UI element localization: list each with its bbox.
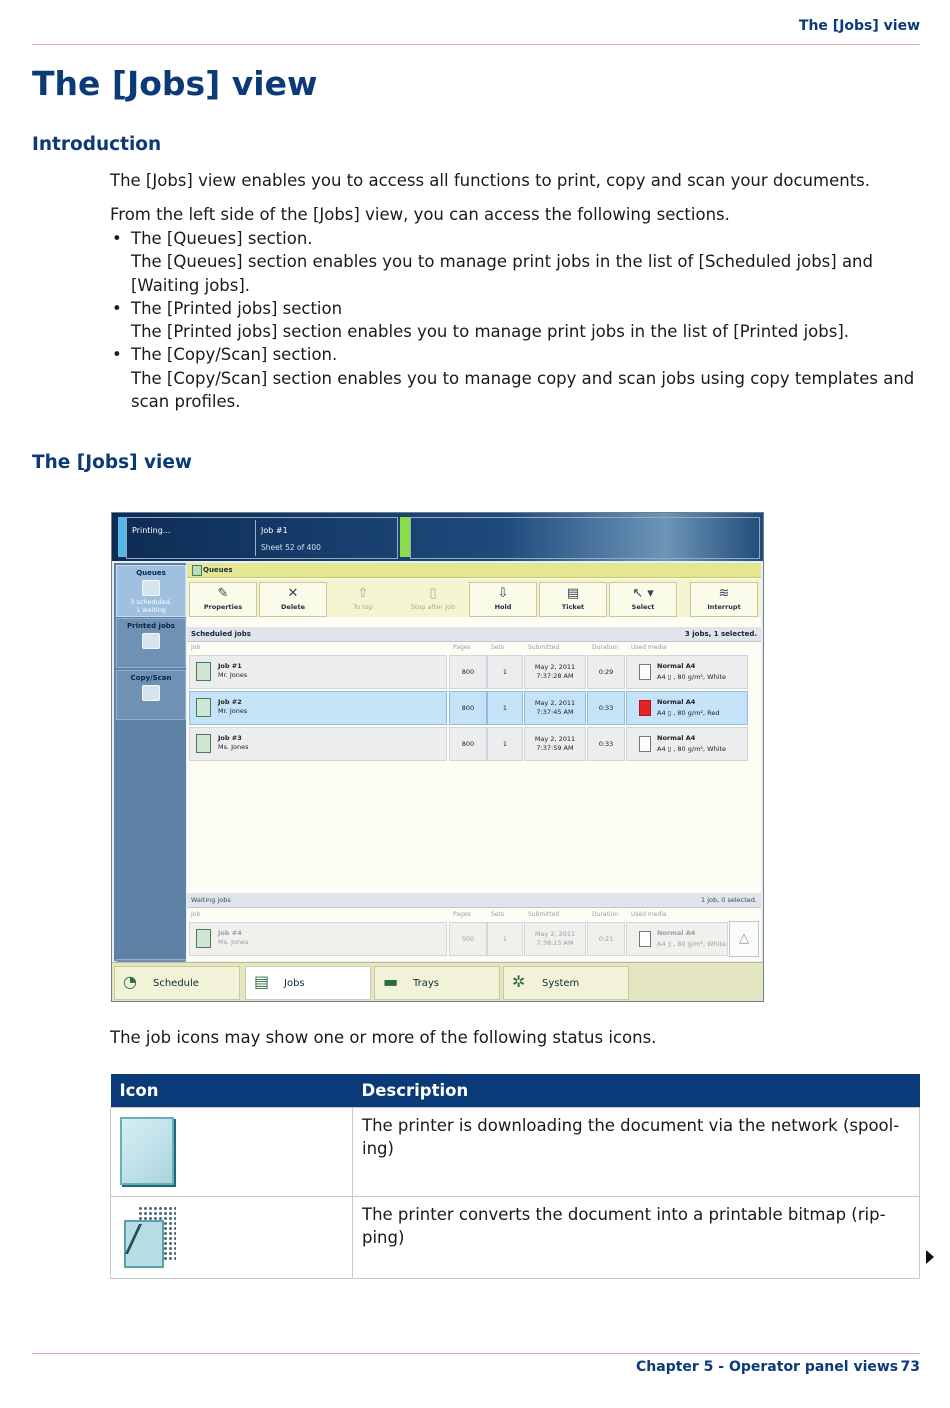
toolbar	[187, 579, 761, 617]
red-media-sheet-icon	[639, 700, 651, 716]
scheduled-column-headers: Job Pages Sets Submitted Duration Used media	[191, 644, 667, 651]
delete-button[interactable]: ✕ Delete	[259, 582, 327, 617]
running-title: The [Jobs] view	[798, 18, 920, 34]
list-item: • The [Copy/Scan] section. The [Copy/Scan] section enables you to manage copy and scan jobs using copy templates and scan profiles.	[112, 345, 915, 412]
icons-caption: The job icons may show one or more of the following status icons.	[110, 1028, 657, 1047]
queue-icon	[192, 565, 202, 576]
ticket-button[interactable]: ▤ Ticket	[539, 582, 607, 617]
media-sheet-icon	[639, 736, 651, 752]
queues-pane: Queues ✎ Properties ✕ Delete ⇧ To top ▯ Stop after job ⇩ Hold ▤ Ticket ↖ ▾ Select ≋ Interrupt Scheduled jobs 3 jobs, 1 selected. Job Pages Sets Submitted Duration Used media Job #1 Mr. Jones 800 1 May 2, 2011 7:37:28 AM 0:29 Normal A4 A4 ▯ , 80 g/m², White Job #2 Mr. Jones 800 1 May 2, 2011 7:37:45 AM 0:33 Normal A4 A4 ▯ , 80 g/m², Red Job #3 Ms. Jones 800 1 May 2, 2011 7:37:59 AM 0:33 Normal A4 A4 ▯ , 80 g/m², White Waiting jobs 1 job, 0 selected. Job Pages Sets Submitted Duration Used media Job #4 Ms. Jones 500 1 May 2, 2011 7:38:15 AM 0:21 Normal A4 A4 ▯ , 80 g/m², White △	[187, 563, 761, 961]
jobs-icon: ▤	[254, 972, 270, 991]
sidebar-item-printed-jobs[interactable]: Printed jobs	[116, 618, 186, 668]
hold-button[interactable]: ⇩ Hold	[469, 582, 537, 617]
page-footer	[32, 1353, 920, 1354]
delete-icon: ✕	[287, 586, 299, 601]
footer-chapter: Chapter 5 - Operator panel views	[636, 1359, 899, 1375]
job-icon	[196, 698, 211, 717]
list-item: • The [Printed jobs] section The [Printed jobs] section enables you to manage print jobs in the list of [Printed jobs].	[112, 298, 849, 342]
page-header	[32, 0, 920, 45]
tab-jobs[interactable]: ▤ Jobs	[245, 966, 371, 1000]
job-icon	[196, 734, 211, 753]
status-bar	[112, 513, 763, 561]
table-header-row: Icon Description	[111, 1074, 920, 1108]
printed-jobs-icon	[142, 633, 160, 649]
list-item: • The [Queues] section. The [Queues] section enables you to manage print jobs in the list of [Scheduled jobs] and [Waiting jobs].	[112, 229, 873, 295]
ripping-icon	[120, 1206, 176, 1268]
page-number: 73	[900, 1359, 920, 1375]
operator-panel-screenshot	[111, 512, 764, 1002]
tab-trays[interactable]: ▬ Trays	[374, 966, 500, 1000]
table-row: The printer converts the document into a printable bitmap (rip- ping)	[111, 1197, 920, 1279]
sections-list	[110, 227, 922, 413]
scroll-up-button[interactable]: △	[729, 921, 759, 957]
scheduled-jobs-bar: Scheduled jobs 3 jobs, 1 selected.	[187, 627, 761, 642]
intro-paragraph-2: From the left side of the [Jobs] view, you can access the following sections.	[110, 205, 730, 224]
continued-arrow-icon	[926, 1250, 934, 1264]
jobs-view-heading: The [Jobs] view	[32, 452, 193, 473]
stop-after-job-icon: ▯	[429, 586, 437, 601]
status-area-right	[410, 517, 760, 559]
media-sheet-icon	[639, 664, 651, 680]
select-button[interactable]: ↖ ▾ Select	[609, 582, 677, 617]
queues-header: Queues	[187, 563, 761, 578]
properties-icon: ✎	[217, 586, 229, 601]
stop-after-job-button[interactable]: ▯ Stop after job	[399, 582, 467, 617]
page-title: The [Jobs] view	[32, 64, 318, 103]
introduction-heading: Introduction	[32, 134, 162, 155]
to-top-icon: ⇧	[357, 586, 369, 601]
sidebar-item-queues[interactable]: Queues 3 scheduled, 1 waiting	[116, 565, 186, 617]
intro-paragraph-1: The [Jobs] view enables you to access all functions to print, copy and scan your documents.	[110, 171, 870, 190]
tab-schedule[interactable]: ◔ Schedule	[114, 966, 240, 1000]
printer-icon	[142, 580, 160, 596]
clock-icon: ◔	[123, 972, 137, 991]
sidebar-item-copy-scan[interactable]: Copy/Scan	[116, 670, 186, 720]
hold-icon: ⇩	[497, 586, 509, 601]
waiting-jobs-bar: Waiting jobs 1 job, 0 selected.	[187, 893, 761, 908]
waiting-column-headers: Job Pages Sets Submitted Duration Used media	[191, 911, 667, 918]
scanner-icon	[142, 685, 160, 701]
sidebar	[114, 563, 186, 961]
interrupt-button[interactable]: ≋ Interrupt	[690, 582, 758, 617]
properties-button[interactable]: ✎ Properties	[189, 582, 257, 617]
table-row: The printer is downloading the document via the network (spool- ing)	[111, 1108, 920, 1197]
ticket-icon: ▤	[566, 586, 580, 601]
status-icons-table	[110, 1074, 920, 1279]
job-icon	[196, 662, 211, 681]
gears-icon: ✲	[512, 972, 526, 991]
tab-system[interactable]: ✲ System	[503, 966, 629, 1000]
media-sheet-icon	[639, 931, 651, 947]
job-icon	[196, 929, 211, 948]
printing-status: Printing... Job #1 Sheet 52 of 400	[126, 517, 398, 559]
select-icon: ↖ ▾	[632, 586, 654, 601]
interrupt-icon: ≋	[718, 586, 730, 601]
tray-icon: ▬	[383, 972, 399, 991]
to-top-button[interactable]: ⇧ To top	[329, 582, 397, 617]
spooling-icon	[120, 1117, 174, 1185]
bottom-tab-bar	[112, 962, 763, 1002]
